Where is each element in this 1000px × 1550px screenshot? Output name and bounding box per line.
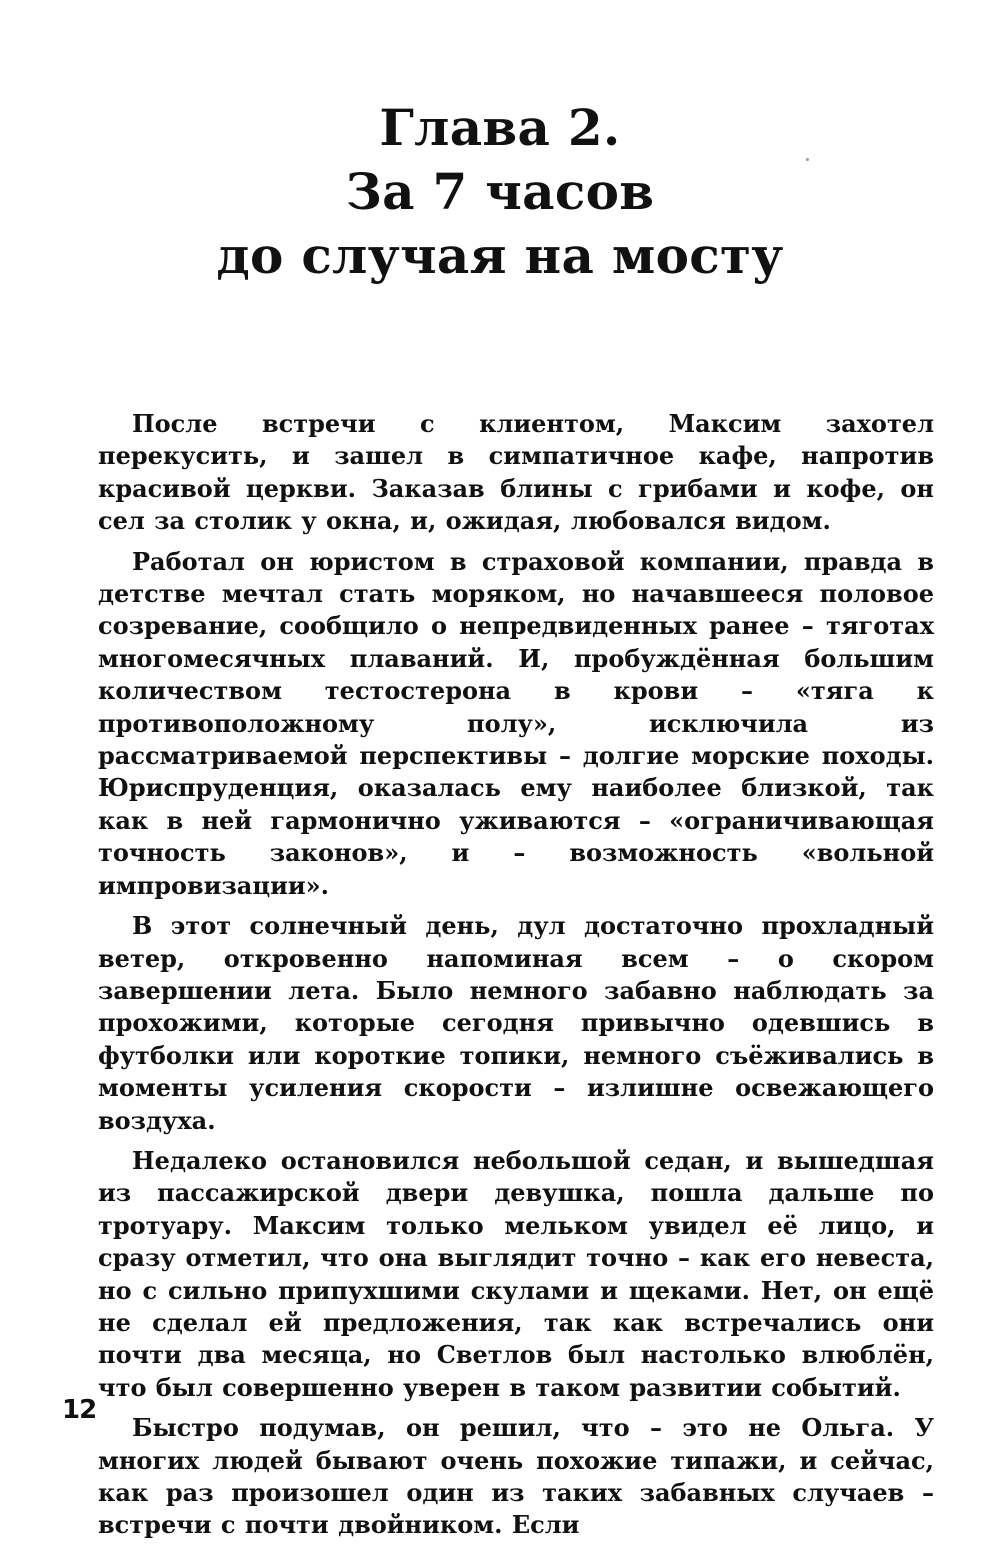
paragraph-3: В этот солнечный день, дул достаточно прохладный ветер, откровенно напоминая всем – о скором завершении лета. Было немного забавно наблюдать за прохожими, которые сегодня привычно одевшись в футболки или короткие топики, немного съёживались в моменты усиления скорости – излишне освежающего воздуха. — [98, 911, 934, 1135]
chapter-title — [0, 96, 1000, 288]
chapter-body — [98, 408, 934, 1550]
chapter-title-line-2: За 7 часов — [345, 162, 655, 221]
print-speck — [806, 158, 809, 161]
page-number: 12 — [62, 1395, 97, 1425]
chapter-title-line-1: Глава 2. — [379, 98, 621, 157]
paragraph-4: Недалеко остановился небольшой седан, и вышедшая из пассажирской двери девушка, пошла дальше по тротуару. Максим только мельком увидел её лицо, и сразу отметил, что она выглядит точно – как его невеста, но с сильно припухшими скулами и щеками. Нет, он ещё не сделал ей предложения, так как встречались они почти два месяца, но Светлов был настолько влюблён, что был совершенно уверен в таком развитии событий. — [98, 1145, 934, 1402]
chapter-title-line-3: до случая на мосту — [216, 226, 784, 285]
paragraph-1: После встречи с клиентом, Максим захотел перекусить, и зашел в симпатичное кафе, напротив красивой церкви. Заказав блины с грибами и кофе, он сел за столик у окна, и, ожидая, любовался видом. — [98, 409, 934, 536]
paragraph-2: Работал он юристом в страховой компании, правда в детстве мечтал стать моряком, но начавшееся половое созревание, сообщило о непредвиденных ранее – тяготах многомесячных плаваний. И, пробуждённая большим количеством тестостерона в крови – «тяга к противоположному полу», исключила из рассматриваемой перспективы – долгие морские походы. Юриспруденция, оказалась ему наиболее близкой, так как в ней гармонично уживаются – «ограничивающая точность законов», и – возможность «вольной импровизации». — [98, 546, 934, 900]
paragraph-5: Быстро подумав, он решил, что – это не Ольга. У многих людей бывают очень похожие типажи, и сейчас, как раз произошел один из таких забавных случаев – встречи с почти двойником. Если — [98, 1413, 934, 1540]
